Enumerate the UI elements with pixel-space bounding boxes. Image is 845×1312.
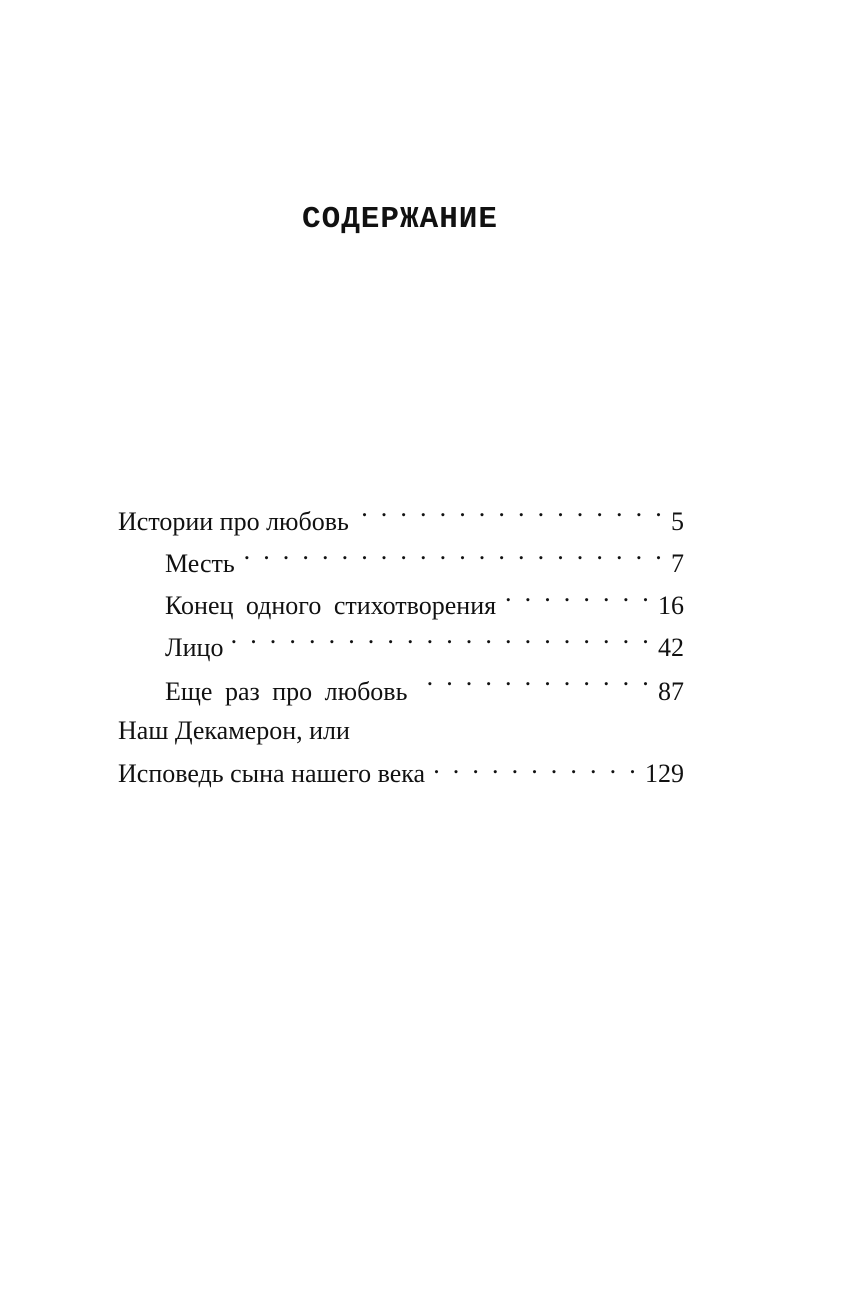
toc-entry-label: Исповедь сына нашего века (118, 759, 426, 788)
table-of-contents (118, 487, 684, 788)
page-title: СОДЕРЖАНИЕ (301, 202, 499, 237)
dot-leader (231, 614, 652, 656)
dot-leader (243, 530, 665, 572)
dot-leader (504, 572, 652, 614)
dot-leader (357, 487, 665, 530)
toc-page-number: 7 (671, 549, 684, 578)
toc-entry-stories-about-love[interactable] (118, 487, 684, 536)
toc-entry-label: Истории про любовь (118, 507, 349, 536)
toc-page-number: 16 (658, 591, 684, 620)
toc-page-number: 42 (658, 633, 684, 662)
toc-page-number: 87 (658, 677, 684, 706)
dot-leader (415, 656, 652, 700)
toc-entry-label: Лицо (165, 633, 224, 662)
toc-entry-label: Конец одного стихотворения (165, 591, 497, 620)
toc-entry-label: Еще раз про любовь (165, 677, 408, 706)
toc-page-number: 5 (671, 507, 684, 536)
toc-entry-label: Месть (165, 549, 235, 578)
dot-leader (433, 748, 639, 782)
toc-entry-our-decameron[interactable] (118, 714, 684, 788)
toc-entry-label-line1: Наш Декамерон, или (118, 716, 350, 745)
toc-page-number: 129 (645, 759, 684, 788)
